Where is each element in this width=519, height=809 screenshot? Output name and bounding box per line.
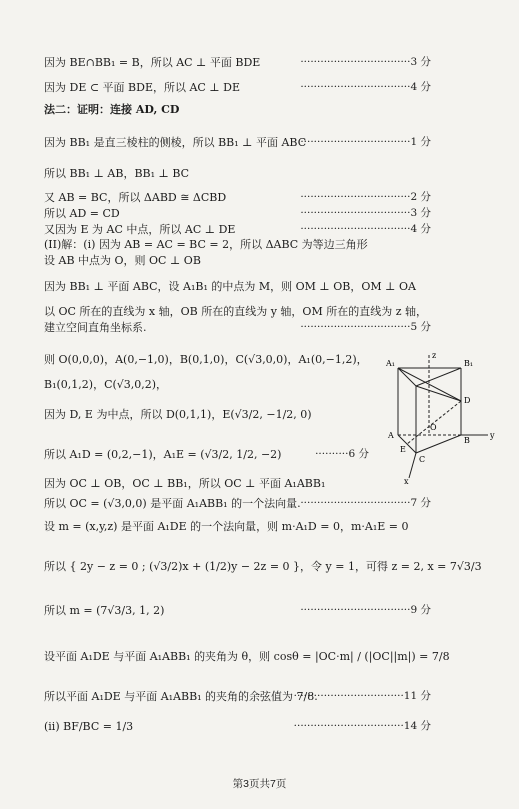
- solution-line: 所以平面 A₁DE 与平面 A₁ABB₁ 的夹角的余弦值为 7/8.: [44, 690, 318, 703]
- solution-line: 设 AB 中点为 O，则 OC ⊥ OB: [44, 254, 201, 267]
- score-mark: ·································1 分: [300, 136, 431, 148]
- figure-label: A: [388, 431, 394, 440]
- solution-line: 设 m = (x,y,z) 是平面 A₁DE 的一个法向量，则 m·A₁D = 0，m·A₁E = 0: [44, 520, 409, 533]
- solution-line: 设平面 A₁DE 与平面 A₁ABB₁ 的夹角为 θ，则 cosθ = |OC·m| / (|OC||m|) = 7/8: [44, 650, 450, 663]
- solution-line: (ii) BF/BC = 1/3: [44, 720, 134, 733]
- solution-line: 所以 BB₁ ⊥ AB，BB₁ ⊥ BC: [44, 167, 190, 180]
- solution-line: 因为 DE ⊂ 平面 BDE，所以 AC ⊥ DE: [44, 81, 241, 94]
- figure-label: C: [419, 455, 426, 464]
- prism-figure: [376, 350, 501, 485]
- score-mark: ·································4 分: [300, 223, 431, 235]
- score-mark: ·································4 分: [300, 81, 431, 93]
- figure-label: z: [432, 351, 437, 360]
- solution-line: B₁(0,1,2)，C(√3,0,2)，: [44, 378, 168, 391]
- score-mark: ·································14 分: [293, 720, 431, 732]
- figure-label: y: [490, 431, 495, 440]
- solution-line: 因为 BB₁ ⊥ 平面 ABC，设 A₁B₁ 的中点为 M，则 OM ⊥ OB，OM ⊥ OA: [44, 280, 416, 293]
- solution-line: 所以 OC = (√3,0,0) 是平面 A₁ABB₁ 的一个法向量.: [44, 497, 301, 510]
- figure-label: D: [464, 396, 471, 405]
- figure-label: B₁: [464, 359, 474, 368]
- solution-line: 又因为 E 为 AC 中点，所以 AC ⊥ DE: [44, 223, 236, 236]
- page-footer: 第3页共7页: [232, 778, 287, 790]
- figure-label: B: [464, 436, 470, 445]
- solution-line: 因为 OC ⊥ OB，OC ⊥ BB₁，所以 OC ⊥ 平面 A₁ABB₁: [44, 477, 326, 490]
- score-mark: ·································3 分: [300, 207, 431, 219]
- score-mark: ·································9 分: [300, 604, 431, 616]
- solution-line: 所以 AD = CD: [44, 207, 120, 220]
- figure-label: x: [404, 477, 409, 485]
- solution-line: 因为 BE∩BB₁ = B，所以 AC ⊥ 平面 BDE: [44, 56, 261, 69]
- solution-line: 又 AB = BC，所以 ΔABD ≅ ΔCBD: [44, 191, 227, 204]
- figure-label: E: [400, 445, 406, 454]
- figure-label: A₁: [386, 359, 395, 368]
- figure-label: O: [430, 423, 437, 432]
- solution-line: 因为 D, E 为中点，所以 D(0,1,1)，E(√3/2, −1/2, 0): [44, 408, 312, 421]
- solution-line: 建立空间直角坐标系.: [44, 321, 147, 334]
- solution-line: 所以 { 2y − z = 0 ; (√3/2)x + (1/2)y − 2z = 0 }，令 y = 1，可得 z = 2, x = 7√3/3: [44, 560, 482, 573]
- score-mark: ·································11 分: [293, 690, 431, 702]
- solution-line: 法二：证明：连接 AD, CD: [44, 103, 180, 116]
- solution-line: 因为 BB₁ 是直三棱柱的侧棱，所以 BB₁ ⊥ 平面 ABC: [44, 136, 307, 149]
- solution-line: 以 OC 所在的直线为 x 轴，OB 所在的直线为 y 轴，OM 所在的直线为 z 轴，: [44, 305, 427, 318]
- score-mark: ·································7 分: [300, 497, 431, 509]
- solution-line: 所以 A₁D = (0,2,−1)，A₁E = (√3/2, 1/2, −2): [44, 448, 282, 461]
- solution-line: 所以 m = (7√3/3, 1, 2): [44, 604, 165, 617]
- solution-line: (II)解：(i) 因为 AB = AC = BC = 2，所以 ΔABC 为等边三角形: [44, 238, 368, 251]
- score-mark: ··········6 分: [315, 448, 369, 460]
- score-mark: ·································3 分: [300, 56, 431, 68]
- solution-line: 则 O(0,0,0)，A(0,−1,0)，B(0,1,0)，C(√3,0,0)，A₁(0,−1,2)，: [44, 353, 368, 366]
- score-mark: ·································2 分: [300, 191, 431, 203]
- score-mark: ·································5 分: [300, 321, 431, 333]
